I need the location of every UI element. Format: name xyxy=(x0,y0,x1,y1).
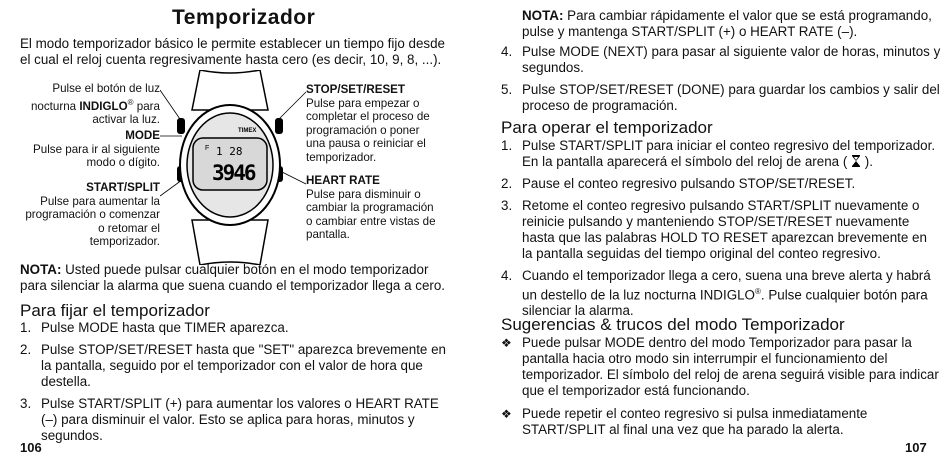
list-item: 5. Pulse STOP/SET/RESET (DONE) para guardar los cambios y salir del proceso de programación. xyxy=(501,82,940,113)
list-item: 3. Pulse START/SPLIT (+) para aumentar los valores o HEART RATE (–) para disminuir el valor. Esto se aplica para horas, minutos y segundos. xyxy=(20,396,439,443)
list-item: 4. Pulse MODE (NEXT) para pasar al siguiente valor de horas, minutos y segundos. xyxy=(501,44,941,75)
list-item: 1. Pulse START/SPLIT para iniciar el conteo regresivo del temporizador. En la pantalla aparecerá el símbolo del reloj de arena ( ). xyxy=(501,138,936,169)
watch-top-digits: 1 28 xyxy=(216,145,243,158)
start-split-label: START/SPLIT Pulse para aumentar la programación o comenzar o retomar el temporizador. xyxy=(25,181,160,249)
list-item: ❖ Puede pulsar MODE dentro del modo Temporizador para pasar la pantalla hacia otro modo sin interrumpir el funcionamiento del temporizador. El símbolo del reloj de arena seguirá visible para indicar que el temporizador está funcionando. xyxy=(501,335,939,398)
list-item: 2. Pulse STOP/SET/RESET hasta que "SET" aparezca brevemente en la pantalla, seguido por el temporizador con el valor de hora que destella. xyxy=(20,342,446,389)
watch-main-digits: 3946 xyxy=(212,161,255,185)
light-button-label: Pulse el botón de luz nocturna INDIGLO® para activar la luz. xyxy=(30,82,160,127)
page-number: 107 xyxy=(905,440,927,455)
section-heading-operate-timer: Para operar el temporizador xyxy=(501,118,713,137)
diamond-bullet-icon: ❖ xyxy=(501,336,512,350)
mode-button-label: MODE Pulse para ir al siguiente modo o dígito. xyxy=(33,129,160,170)
section-heading-set-timer: Para fijar el temporizador xyxy=(20,301,210,320)
section-heading-tips: Sugerencias & trucos del modo Temporizador xyxy=(501,315,845,334)
leader-line xyxy=(278,92,306,120)
stop-set-reset-button xyxy=(275,118,283,134)
set-timer-steps-continued xyxy=(501,44,941,120)
list-item: 2. Pause el conteo regresivo pulsando STOP/SET/RESET. xyxy=(501,176,856,191)
intro-paragraph: El modo temporizador básico le permite establecer un tiempo fijo desde el cual el reloj cuenta regresivamente hasta cero (es decir, 10, 9, 8, ...). xyxy=(20,36,446,67)
leader-line xyxy=(160,90,182,122)
list-item: ❖ Puede repetir el conteo regresivo si pulsa inmediatamente START/SPLIT al final una vez que ha parado la alerta. xyxy=(501,406,868,437)
hourglass-icon xyxy=(851,155,861,167)
leader-line xyxy=(160,180,182,196)
watch-illustration xyxy=(160,70,310,265)
watch-brand: TIMEX xyxy=(238,128,257,134)
diamond-bullet-icon: ❖ xyxy=(501,407,512,421)
nota-quick-change: NOTA: Para cambiar rápidamente el valor que se está programando, pulse y mantenga START/SPLIT (+) o HEART RATE (–). xyxy=(522,8,932,39)
page-number: 106 xyxy=(20,440,42,455)
operate-timer-steps xyxy=(501,138,941,325)
right-page xyxy=(475,0,950,467)
nota-paragraph: NOTA: Usted puede pulsar cualquier botón en el modo temporizador para silenciar la alarma que suena cuando el temporizador llega a cero. xyxy=(20,262,446,293)
page-title: Temporizador xyxy=(172,6,316,29)
list-item: 4. Cuando el temporizador llega a cero, suena una breve alerta y habrá un destello de la luz nocturna INDIGLO®. Pulse cualquier botón para silenciar la alarma. xyxy=(501,268,931,319)
watch-side-mark: F xyxy=(205,145,210,152)
list-item: 3. Retome el conteo regresivo pulsando START/SPLIT nuevamente o reinicie pulsando y manteniendo STOP/SET/RESET nuevamente hasta que las palabras HOLD TO RESET aparezcan brevemente en la pantalla seguidas del tiempo original del conteo regresivo. xyxy=(501,198,927,261)
set-timer-steps xyxy=(20,320,448,450)
tips-list xyxy=(501,335,941,445)
heart-rate-label: HEART RATE Pulse para disminuir o cambiar la programación o cambiar entre vistas de pantalla. xyxy=(306,174,436,242)
stop-set-reset-label: STOP/SET/RESET Pulse para empezar o completar el proceso de programación o poner una pausa o reiniciar el temporizador. xyxy=(306,83,430,164)
watch-strap-bottom xyxy=(192,220,268,265)
indiglo-button xyxy=(177,118,185,134)
list-item: 1. Pulse MODE hasta que TIMER aparezca. xyxy=(20,320,289,335)
